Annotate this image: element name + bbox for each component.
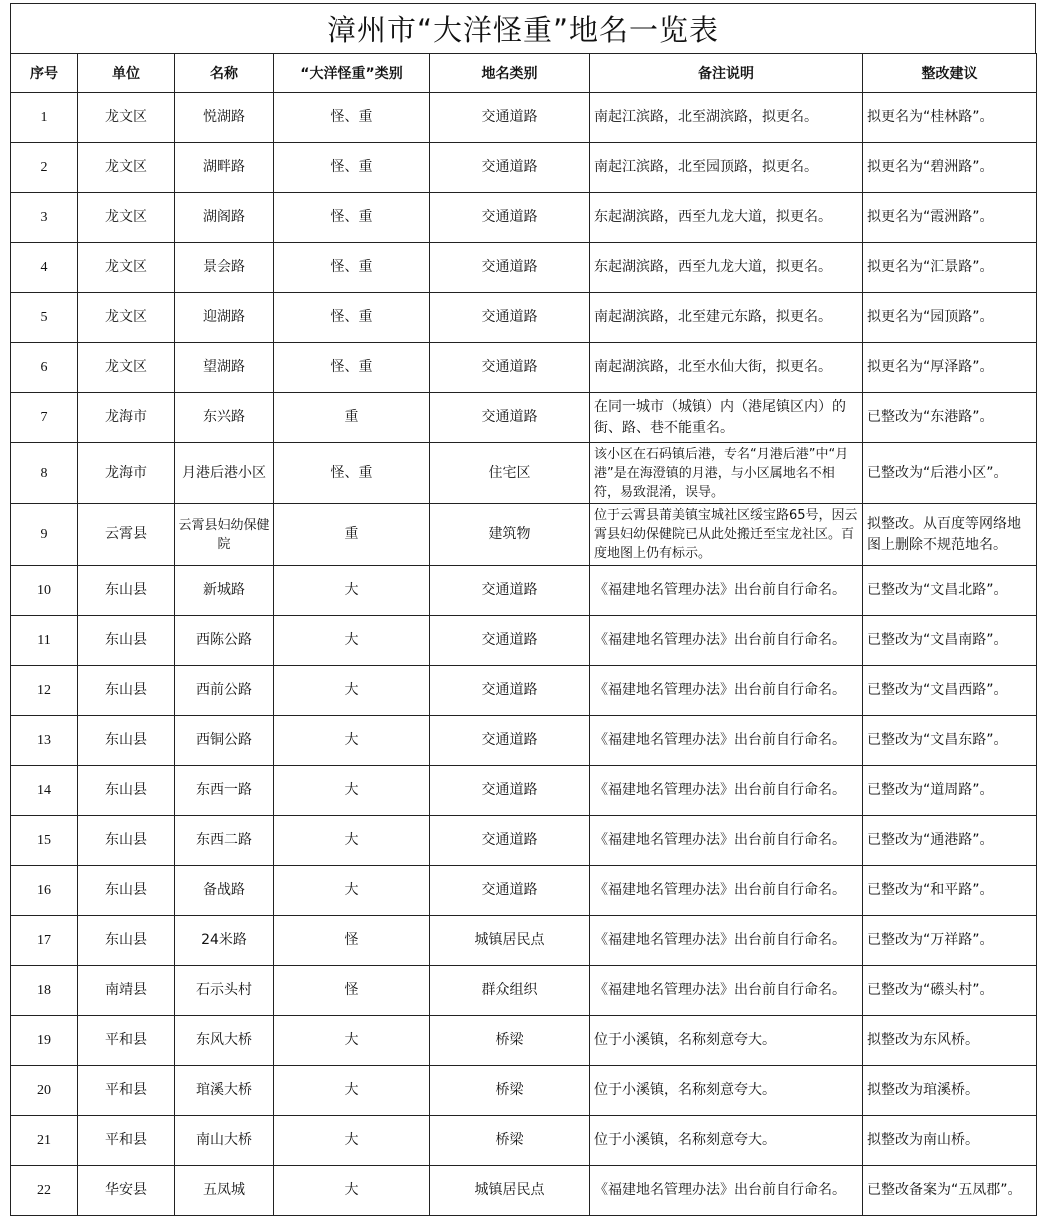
header-unit: 单位	[78, 54, 175, 93]
table-body	[11, 93, 1037, 1216]
cell-suggestion: 已整改为“文昌西路”。	[863, 666, 1037, 716]
cell-suggestion: 已整改为“文昌北路”。	[863, 566, 1037, 616]
cell-unit: 龙文区	[78, 143, 175, 193]
cell-unit: 东山县	[78, 566, 175, 616]
cell-name: 琯溪大桥	[175, 1066, 274, 1116]
cell-index: 13	[11, 716, 78, 766]
cell-place-type: 交通道路	[430, 393, 590, 443]
cell-suggestion: 拟整改为东风桥。	[863, 1016, 1037, 1066]
cell-category: 怪、重	[274, 443, 430, 504]
cell-suggestion: 拟更名为“桂林路”。	[863, 93, 1037, 143]
cell-suggestion: 拟更名为“碧洲路”。	[863, 143, 1037, 193]
cell-remarks: 《福建地名管理办法》出台前自行命名。	[590, 1166, 863, 1216]
table-row	[11, 393, 1037, 443]
page-title: 漳州市“大洋怪重”地名一览表	[10, 3, 1036, 53]
cell-unit: 南靖县	[78, 966, 175, 1016]
cell-suggestion: 已整改为“礤头村”。	[863, 966, 1037, 1016]
cell-remarks: 《福建地名管理办法》出台前自行命名。	[590, 566, 863, 616]
cell-place-type: 群众组织	[430, 966, 590, 1016]
cell-category: 怪、重	[274, 293, 430, 343]
cell-remarks: 《福建地名管理办法》出台前自行命名。	[590, 666, 863, 716]
cell-unit: 平和县	[78, 1116, 175, 1166]
cell-index: 10	[11, 566, 78, 616]
cell-name: 南山大桥	[175, 1116, 274, 1166]
cell-remarks: 《福建地名管理办法》出台前自行命名。	[590, 916, 863, 966]
cell-unit: 龙文区	[78, 293, 175, 343]
cell-category: 重	[274, 393, 430, 443]
cell-suggestion: 已整改为“后港小区”。	[863, 443, 1037, 504]
cell-category: 怪	[274, 916, 430, 966]
cell-name: 24米路	[175, 916, 274, 966]
cell-name: 东西一路	[175, 766, 274, 816]
cell-place-type: 交通道路	[430, 616, 590, 666]
table-row	[11, 93, 1037, 143]
cell-category: 大	[274, 1066, 430, 1116]
table-row	[11, 966, 1037, 1016]
cell-place-type: 交通道路	[430, 816, 590, 866]
table-row	[11, 243, 1037, 293]
cell-remarks: 《福建地名管理办法》出台前自行命名。	[590, 966, 863, 1016]
cell-index: 1	[11, 93, 78, 143]
place-name-table	[10, 53, 1037, 1216]
cell-index: 5	[11, 293, 78, 343]
cell-unit: 龙文区	[78, 243, 175, 293]
cell-remarks: 位于小溪镇，名称刻意夸大。	[590, 1066, 863, 1116]
cell-place-type: 建筑物	[430, 504, 590, 566]
cell-remarks: 位于小溪镇，名称刻意夸大。	[590, 1116, 863, 1166]
table-row	[11, 343, 1037, 393]
cell-suggestion: 已整改为“通港路”。	[863, 816, 1037, 866]
cell-name: 望湖路	[175, 343, 274, 393]
cell-index: 4	[11, 243, 78, 293]
cell-place-type: 交通道路	[430, 566, 590, 616]
cell-index: 7	[11, 393, 78, 443]
cell-name: 月港后港小区	[175, 443, 274, 504]
cell-unit: 东山县	[78, 816, 175, 866]
cell-unit: 东山县	[78, 916, 175, 966]
cell-index: 22	[11, 1166, 78, 1216]
header-category: “大洋怪重”类别	[274, 54, 430, 93]
cell-remarks: 南起湖滨路，北至建元东路，拟更名。	[590, 293, 863, 343]
cell-place-type: 交通道路	[430, 143, 590, 193]
cell-remarks: 南起江滨路，北至园顶路，拟更名。	[590, 143, 863, 193]
table-row	[11, 193, 1037, 243]
cell-category: 大	[274, 1166, 430, 1216]
table-row	[11, 1116, 1037, 1166]
cell-place-type: 城镇居民点	[430, 916, 590, 966]
cell-name: 西铜公路	[175, 716, 274, 766]
cell-suggestion: 拟更名为“霞洲路”。	[863, 193, 1037, 243]
cell-suggestion: 已整改为“和平路”。	[863, 866, 1037, 916]
cell-place-type: 桥梁	[430, 1116, 590, 1166]
table-row	[11, 816, 1037, 866]
header-index: 序号	[11, 54, 78, 93]
table-row	[11, 916, 1037, 966]
cell-unit: 东山县	[78, 766, 175, 816]
cell-place-type: 交通道路	[430, 193, 590, 243]
cell-name: 迎湖路	[175, 293, 274, 343]
cell-place-type: 交通道路	[430, 766, 590, 816]
cell-category: 怪、重	[274, 143, 430, 193]
cell-index: 3	[11, 193, 78, 243]
cell-place-type: 交通道路	[430, 666, 590, 716]
table-row	[11, 1066, 1037, 1116]
cell-index: 19	[11, 1016, 78, 1066]
cell-unit: 华安县	[78, 1166, 175, 1216]
cell-place-type: 交通道路	[430, 866, 590, 916]
cell-remarks: 东起湖滨路，西至九龙大道，拟更名。	[590, 243, 863, 293]
cell-remarks: 位于小溪镇，名称刻意夸大。	[590, 1016, 863, 1066]
header-name: 名称	[175, 54, 274, 93]
document-sheet	[10, 3, 1036, 1216]
cell-name: 石示头村	[175, 966, 274, 1016]
header-place-type: 地名类别	[430, 54, 590, 93]
cell-remarks: 《福建地名管理办法》出台前自行命名。	[590, 816, 863, 866]
table-row	[11, 666, 1037, 716]
cell-name: 东兴路	[175, 393, 274, 443]
table-header-row	[11, 54, 1037, 93]
cell-index: 20	[11, 1066, 78, 1116]
cell-category: 大	[274, 666, 430, 716]
cell-name: 东西二路	[175, 816, 274, 866]
cell-category: 大	[274, 766, 430, 816]
cell-category: 大	[274, 616, 430, 666]
cell-category: 怪、重	[274, 343, 430, 393]
cell-unit: 东山县	[78, 866, 175, 916]
cell-remarks: 《福建地名管理办法》出台前自行命名。	[590, 766, 863, 816]
cell-name: 湖畔路	[175, 143, 274, 193]
table-row	[11, 293, 1037, 343]
cell-category: 怪、重	[274, 243, 430, 293]
cell-name: 西陈公路	[175, 616, 274, 666]
cell-place-type: 交通道路	[430, 93, 590, 143]
cell-place-type: 交通道路	[430, 716, 590, 766]
cell-suggestion: 已整改备案为“五凤郡”。	[863, 1166, 1037, 1216]
cell-place-type: 交通道路	[430, 293, 590, 343]
cell-remarks: 位于云霄县莆美镇宝城社区绥宝路65号，因云霄县妇幼保健院已从此处搬迁至宝龙社区。百度地图上仍有标示。	[590, 504, 863, 566]
cell-suggestion: 已整改为“文昌东路”。	[863, 716, 1037, 766]
cell-suggestion: 拟更名为“汇景路”。	[863, 243, 1037, 293]
cell-unit: 东山县	[78, 666, 175, 716]
cell-remarks: 《福建地名管理办法》出台前自行命名。	[590, 866, 863, 916]
cell-suggestion: 已整改为“万祥路”。	[863, 916, 1037, 966]
cell-remarks: 该小区在石码镇后港，专名“月港后港”中“月港”是在海澄镇的月港，与小区属地名不相符，易致混淆，误导。	[590, 443, 863, 504]
cell-index: 6	[11, 343, 78, 393]
cell-remarks: 《福建地名管理办法》出台前自行命名。	[590, 616, 863, 666]
cell-place-type: 交通道路	[430, 243, 590, 293]
cell-name: 云霄县妇幼保健院	[175, 504, 274, 566]
header-remarks: 备注说明	[590, 54, 863, 93]
cell-index: 21	[11, 1116, 78, 1166]
cell-remarks: 南起湖滨路，北至水仙大街，拟更名。	[590, 343, 863, 393]
cell-suggestion: 已整改为“道周路”。	[863, 766, 1037, 816]
cell-unit: 龙海市	[78, 443, 175, 504]
cell-index: 12	[11, 666, 78, 716]
cell-remarks: 南起江滨路，北至湖滨路，拟更名。	[590, 93, 863, 143]
cell-category: 大	[274, 1116, 430, 1166]
cell-unit: 龙文区	[78, 343, 175, 393]
table-row	[11, 866, 1037, 916]
cell-suggestion: 拟更名为“园顶路”。	[863, 293, 1037, 343]
cell-suggestion: 拟更名为“厚泽路”。	[863, 343, 1037, 393]
table-row	[11, 616, 1037, 666]
table-row	[11, 1016, 1037, 1066]
cell-name: 湖阁路	[175, 193, 274, 243]
cell-index: 11	[11, 616, 78, 666]
cell-unit: 东山县	[78, 716, 175, 766]
cell-suggestion: 拟整改为琯溪桥。	[863, 1066, 1037, 1116]
cell-remarks: 《福建地名管理办法》出台前自行命名。	[590, 716, 863, 766]
cell-place-type: 桥梁	[430, 1016, 590, 1066]
table-row	[11, 566, 1037, 616]
cell-index: 9	[11, 504, 78, 566]
cell-remarks: 东起湖滨路，西至九龙大道，拟更名。	[590, 193, 863, 243]
cell-place-type: 桥梁	[430, 1066, 590, 1116]
cell-index: 17	[11, 916, 78, 966]
cell-index: 14	[11, 766, 78, 816]
table-row	[11, 443, 1037, 504]
cell-place-type: 住宅区	[430, 443, 590, 504]
table-row	[11, 1166, 1037, 1216]
cell-suggestion: 拟整改为南山桥。	[863, 1116, 1037, 1166]
cell-name: 五凤城	[175, 1166, 274, 1216]
cell-unit: 龙文区	[78, 93, 175, 143]
cell-category: 大	[274, 716, 430, 766]
cell-index: 8	[11, 443, 78, 504]
cell-name: 西前公路	[175, 666, 274, 716]
table-row	[11, 766, 1037, 816]
cell-category: 大	[274, 816, 430, 866]
cell-name: 悦湖路	[175, 93, 274, 143]
cell-category: 大	[274, 566, 430, 616]
table-row	[11, 143, 1037, 193]
cell-index: 15	[11, 816, 78, 866]
cell-category: 怪	[274, 966, 430, 1016]
cell-index: 18	[11, 966, 78, 1016]
cell-unit: 平和县	[78, 1016, 175, 1066]
cell-unit: 龙文区	[78, 193, 175, 243]
cell-unit: 云霄县	[78, 504, 175, 566]
table-row	[11, 716, 1037, 766]
cell-index: 16	[11, 866, 78, 916]
cell-category: 大	[274, 866, 430, 916]
cell-remarks: 在同一城市（城镇）内（港尾镇区内）的街、路、巷不能重名。	[590, 393, 863, 443]
cell-unit: 东山县	[78, 616, 175, 666]
cell-category: 重	[274, 504, 430, 566]
cell-name: 东风大桥	[175, 1016, 274, 1066]
cell-name: 备战路	[175, 866, 274, 916]
cell-category: 怪、重	[274, 93, 430, 143]
cell-category: 怪、重	[274, 193, 430, 243]
cell-suggestion: 已整改为“文昌南路”。	[863, 616, 1037, 666]
cell-unit: 平和县	[78, 1066, 175, 1116]
cell-place-type: 城镇居民点	[430, 1166, 590, 1216]
table-row	[11, 504, 1037, 566]
cell-name: 新城路	[175, 566, 274, 616]
cell-name: 景会路	[175, 243, 274, 293]
cell-unit: 龙海市	[78, 393, 175, 443]
cell-place-type: 交通道路	[430, 343, 590, 393]
cell-category: 大	[274, 1016, 430, 1066]
header-suggestion: 整改建议	[863, 54, 1037, 93]
cell-suggestion: 拟整改。从百度等网络地图上删除不规范地名。	[863, 504, 1037, 566]
cell-suggestion: 已整改为“东港路”。	[863, 393, 1037, 443]
cell-index: 2	[11, 143, 78, 193]
